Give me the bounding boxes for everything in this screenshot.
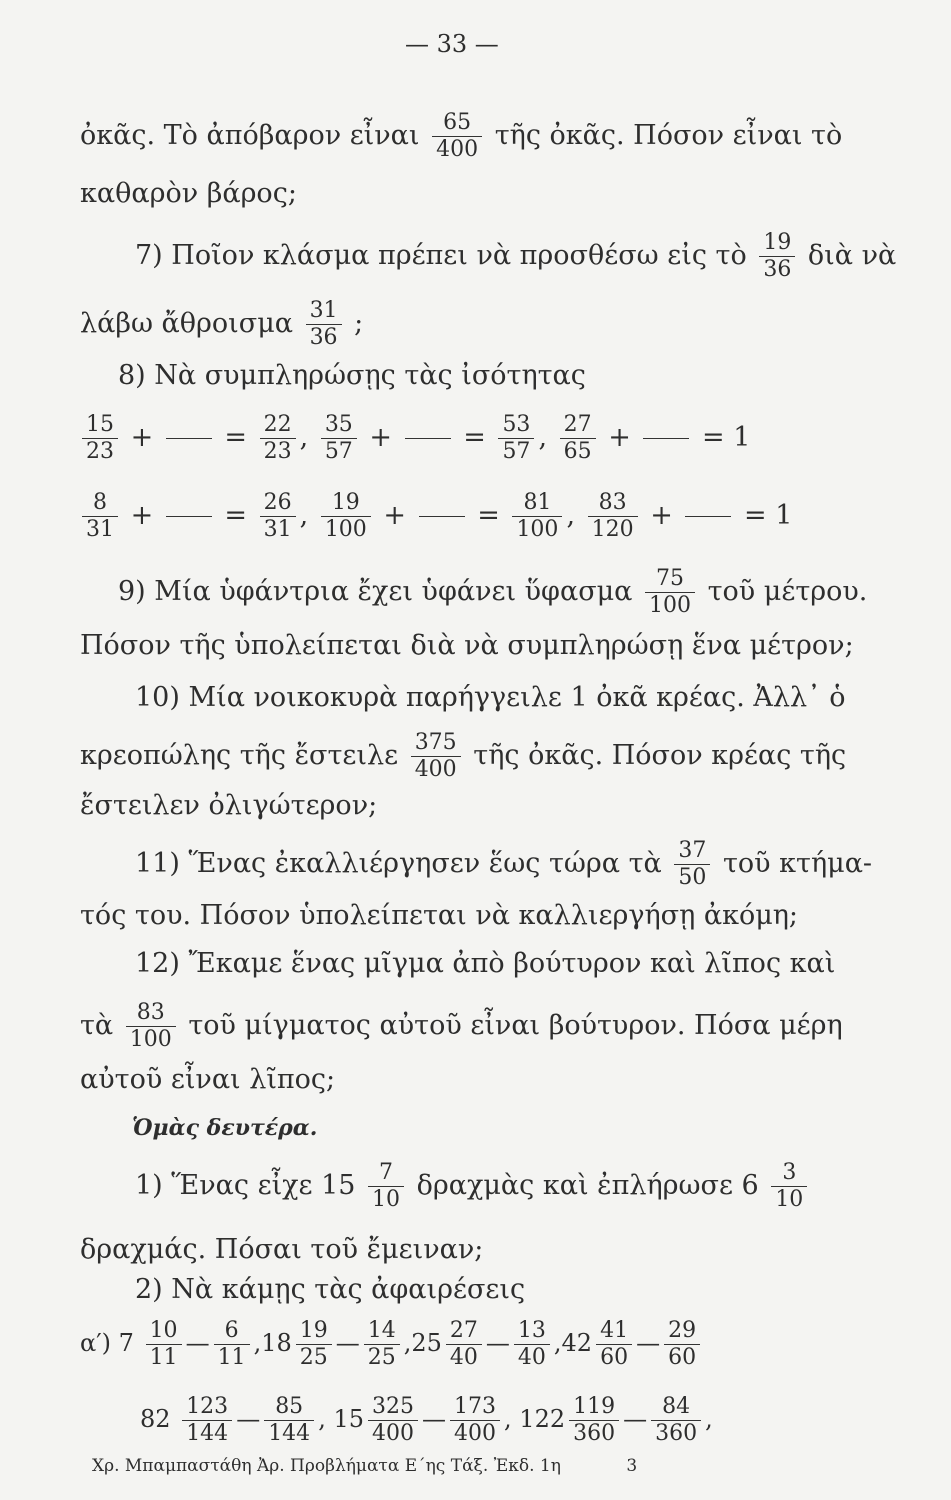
text-line: τός του. Πόσον ὑπολείπεται νὰ καλλιεργήσῃ ἀκόμη; [80,900,799,931]
fraction: $\frac{325}{400}$ [368,1394,418,1447]
signature-mark: 3 [626,1456,638,1476]
text: δραχμὰς καὶ ἐπλήρωσε 6 [416,1170,759,1201]
blank-fraction [419,490,465,543]
text: διὰ νὰ [807,240,897,271]
text-line [135,230,896,283]
text: τοῦ μέτρου. [707,576,868,607]
fraction: $\frac{35}{57}$ [321,412,357,465]
text-line: 2) Νὰ κάμῃς τὰς ἀφαιρέσεις [135,1274,526,1305]
fraction: $\frac{75}{100}$ [645,566,695,619]
blank-fraction [685,490,731,543]
text: τῆς ὀκᾶς. Πόσον κρέας τῆς [473,740,847,771]
text: κρεοπώλης τῆς ἔστειλε [80,740,399,771]
fraction: $\frac{6}{11}$ [214,1318,250,1371]
fraction: $\frac{29}{60}$ [664,1318,700,1371]
text: τοῦ μίγματος αὐτοῦ εἶναι βούτυρον. Πόσα μέρη [188,1010,843,1041]
text-line: 12) Ἔκαμε ἕνας μῖγμα ἀπὸ βούτυρον καὶ λῖπος καὶ [135,948,836,979]
fraction: $\frac{13}{40}$ [514,1318,550,1371]
fraction: $\frac{27}{40}$ [446,1318,482,1371]
text-line: Πόσον τῆς ὑπολείπεται διὰ νὰ συμπληρώσῃ ἕνα μέτρον; [80,630,854,661]
fraction: $\frac{8}{31}$ [82,490,118,543]
footer-text: Χρ. Μπαμπαστάθη Ἀρ. Προβλήματα Ε΄ης Τάξ. Ἐκδ. 1η [92,1456,561,1476]
fraction: $\frac{84}{360}$ [651,1394,701,1447]
fraction: $\frac{119}{360}$ [569,1394,619,1447]
fraction: $\frac{19}{25}$ [296,1318,332,1371]
fraction: $\frac{31}{36}$ [306,298,342,351]
fraction: $\frac{41}{60}$ [596,1318,632,1371]
fraction: $\frac{19}{36}$ [759,230,795,283]
fraction: $\frac{14}{25}$ [364,1318,400,1371]
fraction: $\frac{375}{400}$ [411,730,461,783]
text: 7) Ποῖον κλάσμα πρέπει νὰ προσθέσω εἰς τὸ [135,240,747,271]
text: ὀκᾶς. Τὸ ἀπόβαρον εἶναι [80,120,420,151]
text-line: 8) Νὰ συμπληρώσῃς τὰς ἰσότητας [118,360,586,391]
text: ; [354,308,364,339]
subtraction-row: α′) 7 $\frac{10}{11}$ — $\frac{6}{11}$ ,18 $\frac{19}{25}$ — $\frac{14}{25}$ ,25 $\frac{27}{40}$ — $\frac{13}{40}$ ,42 $\frac{41}{60}$ — $\frac{29}{60}$ [80,1318,704,1371]
text: 11) Ἕνας ἐκαλλιέργησεν ἕως τώρα τὰ [135,848,662,879]
fraction: $\frac{7}{10}$ [368,1160,404,1213]
fraction: $\frac{26}{31}$ [260,490,296,543]
fraction: $\frac{83}{100}$ [126,1000,176,1053]
text-line: ἔστειλεν ὀλιγώτερον; [80,790,378,821]
fraction: $\frac{65}{400}$ [432,110,482,163]
text: 1) Ἕνας εἶχε 15 [135,1170,356,1201]
text-line [80,298,363,351]
section-heading: Ὁμὰς δευτέρα. [132,1115,318,1141]
blank-fraction [405,412,451,465]
fraction: $\frac{22}{23}$ [260,412,296,465]
equation-row: $\frac{15}{23}$ + = $\frac{22}{23}$ , $\frac{35}{57}$ + = $\frac{53}{57}$ , $\frac{27}{65}$ + = 1 [78,412,750,465]
text: τοῦ κτήμα- [722,848,873,879]
text: τῆς ὀκᾶς. Πόσον εἶναι τὸ [494,120,843,151]
subtraction-row: 82 $\frac{123}{144}$ — $\frac{85}{144}$ , 15 $\frac{325}{400}$ — $\frac{173}{400}$ , 122 $\frac{119}{360}$ — $\frac{84}{360}$ , [140,1394,713,1446]
fraction: $\frac{27}{65}$ [560,412,596,465]
fraction: $\frac{85}{144}$ [264,1394,314,1447]
blank-fraction [643,412,689,465]
fraction: $\frac{10}{11}$ [146,1318,182,1371]
fraction: $\frac{3}{10}$ [771,1160,807,1213]
fraction: $\frac{173}{400}$ [450,1394,500,1447]
equation-row: $\frac{8}{31}$ + = $\frac{26}{31}$ , $\frac{19}{100}$ + = $\frac{81}{100}$ , $\frac{83}{120}$ + = 1 [78,490,792,543]
text-line: καθαρὸν βάρος; [80,178,297,209]
text: τὰ [80,1010,114,1041]
text-line: δραχμάς. Πόσαι τοῦ ἔμειναν; [80,1234,484,1265]
text-line [80,1000,843,1053]
text-line: 10) Μία νοικοκυρὰ παρήγγειλε 1 ὀκᾶ κρέας. Ἀλλ᾽ ὁ [135,682,846,713]
text: λάβω ἄθροισμα [80,308,293,339]
text-line [80,110,842,163]
page-number: — 33 — [405,30,499,58]
fraction: $\frac{19}{100}$ [321,490,371,543]
fraction: $\frac{53}{57}$ [498,412,534,465]
text: 9) Μία ὑφάντρια ἔχει ὑφάνει ὕφασμα [118,576,633,607]
text-line [118,566,867,619]
fraction: $\frac{15}{23}$ [82,412,118,465]
blank-fraction [166,412,212,465]
footer [92,1456,637,1476]
text-line [80,730,846,783]
text-line [135,1160,811,1213]
blank-fraction [166,490,212,543]
fraction: $\frac{81}{100}$ [512,490,562,543]
fraction: $\frac{123}{144}$ [182,1394,232,1447]
text-line: αὐτοῦ εἶναι λῖπος; [80,1064,336,1095]
fraction: $\frac{37}{50}$ [674,838,710,891]
fraction: $\frac{83}{120}$ [588,490,638,543]
text-line [135,838,872,891]
